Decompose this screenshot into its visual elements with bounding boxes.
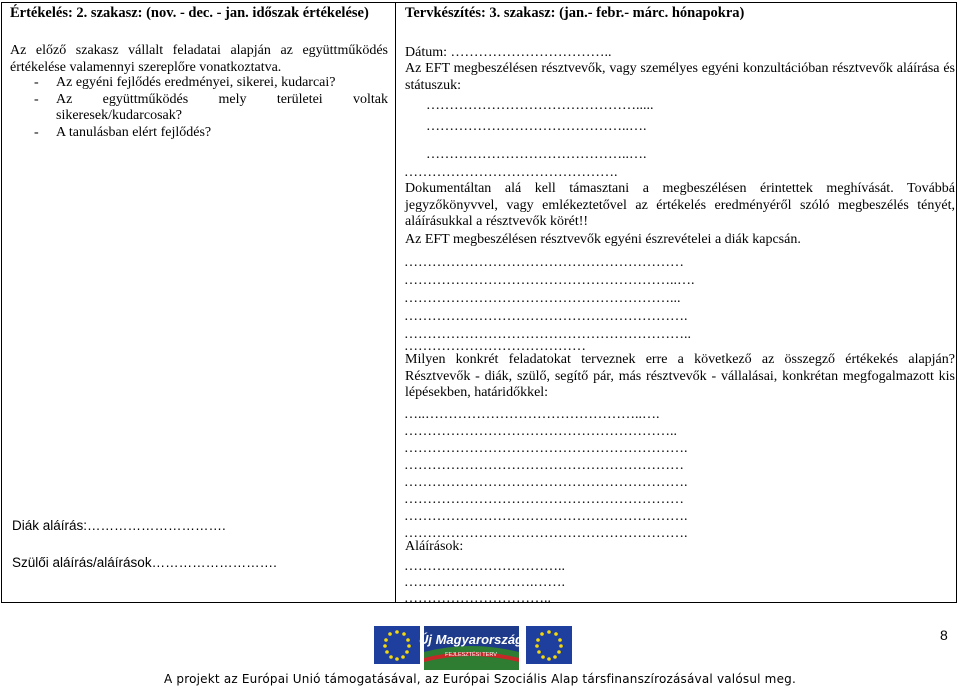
date-field[interactable]: Dátum: …………………………….. bbox=[405, 45, 612, 60]
documentation-note: Dokumentáltan alá kell támasztani a megbeszélésen érintettek meghívását. Továbbá jegyzőkönyvvel, vagy emlékeztetővel az értékelés eredményéről szóló megbeszélés tényét, aláírásukkal a résztvevők körét!! bbox=[405, 181, 955, 229]
participant-line[interactable]: ……………………………………..…. bbox=[426, 119, 647, 134]
task-line[interactable]: …..………………………………………..…. bbox=[404, 407, 660, 422]
logo-subtext: FEJLESZTÉSI TERV bbox=[445, 652, 497, 658]
logo-text: Új Magyarország bbox=[418, 632, 524, 647]
funding-statement: A projekt az Európai Unió támogatásával, az Európai Szociális Alap társfinanszírozásával valósul meg. bbox=[163, 672, 796, 686]
participant-line[interactable]: ……………………………………..…. bbox=[426, 147, 647, 162]
task-line[interactable]: ……………………………………………………. bbox=[404, 526, 688, 541]
comment-line[interactable]: …………………………………………………..…. bbox=[404, 273, 695, 288]
task-line[interactable]: ……………………………………………………. bbox=[404, 509, 688, 524]
signature-line[interactable]: ……………………….……. bbox=[404, 575, 565, 590]
task-line[interactable]: ……………………………………………………. bbox=[404, 441, 688, 456]
evaluation-questions bbox=[10, 75, 388, 141]
comment-line[interactable]: ……………………………………………………. bbox=[404, 309, 688, 324]
comment-line[interactable]: ………………………………… bbox=[404, 339, 586, 354]
signature-line[interactable]: …………………………….. bbox=[404, 559, 565, 574]
question-text: A tanulásban elért fejlődés? bbox=[56, 124, 212, 140]
signatures-label: Aláírások: bbox=[405, 539, 464, 554]
eu-flag-icon bbox=[374, 622, 584, 674]
eft-participants-intro: Az EFT megbeszélésen résztvevők, vagy személyes egyéni konzultációban résztvevők aláírása és státuszuk: bbox=[405, 61, 955, 93]
evaluation-intro: Az előző szakasz vállalt feladatai alapján az együttműködés értékelése valamennyi szereplőre vonatkoztatva. bbox=[10, 43, 388, 75]
task-line[interactable]: ……………………………………………………. bbox=[404, 475, 688, 490]
funding-logos bbox=[374, 622, 584, 674]
tasks-question: Milyen konkrét feladatokat terveznek erre a következő az összegző értékekés alapján? Résztvevők - diák, szülő, segítő pár, más résztvevők - vállalásai, konkrétan megfogalmazott kis lépésekben, határidőkkel: bbox=[405, 352, 955, 400]
comment-line[interactable]: …………………………………………………… bbox=[404, 255, 684, 270]
evaluation-column bbox=[2, 3, 396, 602]
parent-signature-line[interactable]: Szülői aláírás/aláírások………………………. bbox=[12, 555, 277, 570]
participant-line[interactable]: ………………………………………..... bbox=[426, 98, 654, 113]
evaluation-heading: Értékelés: 2. szakasz: (nov. - dec. - jan. időszak értékelése) bbox=[10, 5, 369, 21]
question-item: - Az egyéni fejlődés eredményei, sikerei, kudarcai? bbox=[34, 75, 336, 90]
question-text: Az együttműködés mely területei voltak sikeresek/kudarcosak? bbox=[56, 91, 388, 123]
participant-line[interactable]: ………………………………………. bbox=[404, 165, 618, 180]
planning-column bbox=[396, 3, 956, 606]
comment-line[interactable]: …………………………………………………….. bbox=[404, 327, 691, 342]
comment-line[interactable]: …………………………………………………... bbox=[404, 291, 681, 306]
signature-line[interactable]: ………………………….. bbox=[404, 591, 551, 606]
student-signature-line[interactable]: Diák aláírás:…………………………. bbox=[12, 518, 226, 533]
task-line[interactable]: …………………………………………………… bbox=[404, 492, 684, 507]
task-line[interactable]: …………………………………………………… bbox=[404, 458, 684, 473]
task-line[interactable]: ………………………………………………….. bbox=[404, 424, 677, 439]
question-item: - A tanulásban elért fejlődés? bbox=[34, 124, 212, 140]
planning-heading: Tervkészítés: 3. szakasz: (jan.- febr.- márc. hónapokra) bbox=[405, 5, 745, 21]
question-item: - Az együttműködés mely területei voltak sikeresek/kudarcosak? bbox=[34, 91, 388, 123]
question-text: Az egyéni fejlődés eredményei, sikerei, kudarcai? bbox=[56, 75, 336, 90]
form-table bbox=[1, 2, 957, 606]
eft-comments-label: Az EFT megbeszélésen résztvevők egyéni észrevételei a diák kapcsán. bbox=[405, 232, 801, 247]
page-number: 8 bbox=[940, 627, 948, 643]
